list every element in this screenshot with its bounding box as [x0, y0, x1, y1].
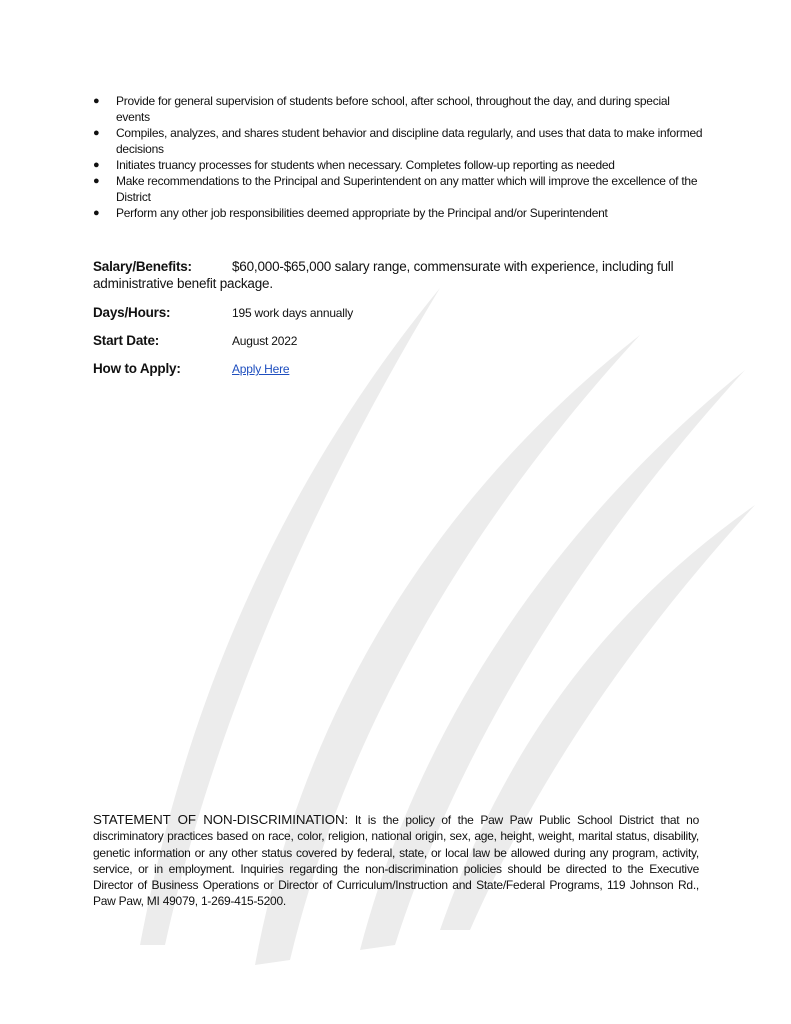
- statement-heading: STATEMENT OF NON-DISCRIMINATION:: [93, 812, 349, 827]
- start-date-label: Start Date:: [93, 333, 160, 348]
- list-item: ● Provide for general supervision of students before school, after school, throughout the day, and during special events: [93, 94, 670, 124]
- list-item: ● Make recommendations to the Principal and Superintendent on any matter which will improve the excellence of the District: [93, 174, 698, 204]
- how-to-apply-label: How to Apply:: [93, 361, 181, 376]
- list-item: ● Initiates truancy processes for students when necessary. Completes follow-up reporting as needed: [93, 158, 615, 172]
- non-discrimination-statement: [93, 812, 699, 910]
- salary-benefits: [93, 258, 693, 292]
- statement-text: It is the policy of the Paw Paw Public School District that no discriminatory practices based on race, color, religion, national origin, sex, age, height, weight, marital status, disability, genetic information or any other status covered by federal, state, or local law be allowed during any program, activity, service, or in employment. Inquiries regarding the non-discrimination policies should be directed to the Executive Director of Business Operations or Director of Curriculum/Instruction and State/Federal Programs, 119 Johnson Rd., Paw Paw, MI 49079, 1-269-415-5200.: [93, 813, 699, 909]
- salary-label: Salary/Benefits:: [93, 259, 192, 274]
- apply-here-link[interactable]: Apply Here: [232, 362, 290, 376]
- bullet-icon: ●: [93, 95, 100, 107]
- salary-value: $60,000-$65,000 salary range, commensurate with experience, including full administrative benefit package.: [93, 259, 674, 291]
- days-hours-value: 195 work days annually: [232, 306, 354, 320]
- bullet-icon: ●: [93, 175, 100, 187]
- responsibilities-list: [93, 93, 703, 221]
- list-item: ● Compiles, analyzes, and shares student behavior and discipline data regularly, and uses that data to make informed decisions: [93, 126, 703, 156]
- bullet-icon: ●: [93, 207, 100, 219]
- days-hours-label: Days/Hours:: [93, 305, 171, 320]
- bullet-icon: ●: [93, 127, 100, 139]
- list-item: ● Perform any other job responsibilities deemed appropriate by the Principal and/or Superintendent: [93, 206, 608, 220]
- start-date-value: August 2022: [232, 334, 298, 348]
- bullet-icon: ●: [93, 159, 100, 171]
